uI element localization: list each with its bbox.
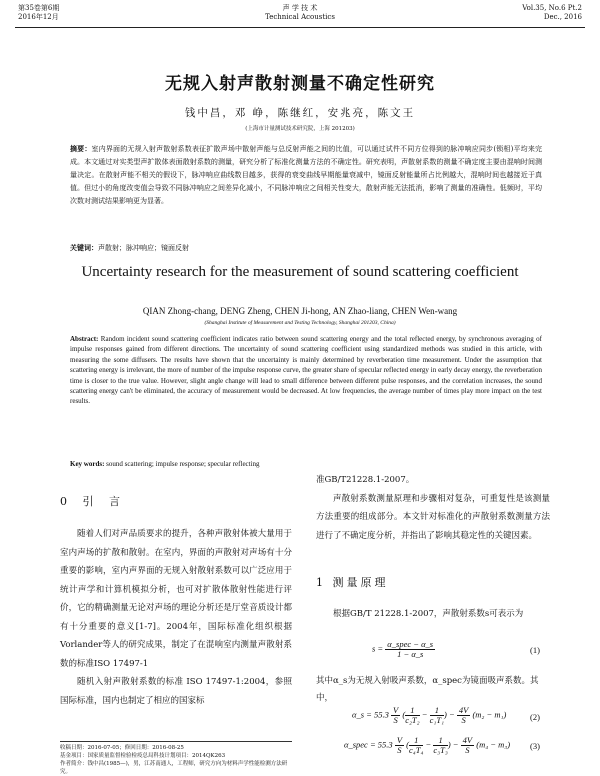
intro-paragraph-1: 随着人们对声品质要求的提升，各种声散射体被大量用于室内声场的扩散和散射。在室内，界面的声散射对声场有十分重要的影响，室内声界面的无规入射散射系数可以广泛应用于统计声学和计算机模拟分析，也可对扩散体散射性能进行评价，它的精确测量无论对声场的理论分析还是厅堂音质设计都有十分重要的意义[1-7]。2004年，国际标准化组织根据Vorlander等人的研究成果，制定了在混响室内测量声散射系数的标准ISO 17497-1 xyxy=(60,529,292,669)
section-1-heading: 1 测量原理 xyxy=(316,576,389,589)
header-right xyxy=(522,4,582,22)
equation-3-number: (3) xyxy=(530,741,540,751)
en-keywords-label: Key words: xyxy=(70,460,105,468)
header-rule xyxy=(15,27,585,28)
en-abstract xyxy=(70,334,542,407)
cn-title: 无规入射声散射测量不确定性研究 xyxy=(165,74,435,94)
cn-keywords-text: 声散射；脉冲响应；镜面反射 xyxy=(98,244,189,252)
header-volume-en: Vol.35, No.6 Pt.2 xyxy=(522,4,582,12)
intro-left-column xyxy=(60,525,292,710)
cn-keywords xyxy=(70,242,542,254)
en-authors: QIAN Zhong-chang, DENG Zheng, CHEN Ji-hong, AN Zhao-liang, CHEN Wen-wang xyxy=(142,306,458,316)
eq3-term-2: $\frac{1}{\text{c₃T₃}}$ xyxy=(433,735,448,755)
intro-right-column xyxy=(316,471,550,545)
running-header xyxy=(0,4,600,28)
header-date-en: Dec., 2016 xyxy=(543,13,582,21)
eq3-rhs: (m₄ − m₃) xyxy=(476,739,511,750)
equation-1 xyxy=(372,640,435,659)
equation-2: α_s = 55.3 $\frac{V}{S}$ ( $\frac{1}{\text{c₂T₂}}$ − $\frac{1}{\text{c₁T₁}}$ ) − $\frac{4V}{S}$ (m₂ − m₁) xyxy=(352,705,507,725)
eq3-lhs: α_spec = 55.3 xyxy=(344,739,393,750)
en-keywords xyxy=(70,459,542,469)
eq3-term-1: $\frac{1}{\text{c₄T₄}}$ xyxy=(408,735,424,755)
eq2-lhs: α_s = 55.3 xyxy=(352,709,389,720)
journal-name-en: Technical Acoustics xyxy=(265,13,335,21)
intro-paragraph-2: 随机入射声散射系数的标准 ISO 17497-1:2004，参照国际标准，国内也制定了相应的国家标 xyxy=(60,677,292,706)
eq1-fraction xyxy=(385,640,435,659)
intro-heading: 0 引 言 xyxy=(60,495,126,508)
footnote-author: 作者简介：钱中昌(1985—)，男，江苏南通人，工程师，研究方向为材料声学性能检测方法研究。 xyxy=(60,761,288,775)
intro-standard-line: 准GB/T21228.1-2007。 xyxy=(316,475,415,485)
footnote-rule xyxy=(60,741,292,742)
eq1-numerator: α_spec − α_s xyxy=(387,639,434,649)
section-1-paragraph: 根据GB/T 21228.1-2007，声散射系数s可表示为 xyxy=(333,609,524,619)
intro-right-paragraph: 声散射系数测量原理和步骤相对复杂，可重复性是该测量方法重要的组成部分。本文针对标准化的声散射系数测量方法进行了不确定度分析，并指出了影响其稳定性的关键因素。 xyxy=(316,493,550,541)
eq3-v-over-s: $\frac{V}{S}$ xyxy=(396,735,403,755)
section-1-after-eq1: 其中α_s为无规入射吸声系数，α_spec为镜面吸声系数。其中， xyxy=(316,676,539,703)
header-date: 2016年12月 xyxy=(18,13,59,21)
en-keywords-text: sound scattering; impulse response; specular reflecting xyxy=(106,460,260,468)
header-volume: 第35卷第6期 xyxy=(18,4,60,12)
journal-name: 声 学 技 术 xyxy=(282,4,318,12)
cn-abstract xyxy=(70,142,542,208)
eq2-term-1: $\frac{1}{\text{c₂T₂}}$ xyxy=(405,705,420,725)
header-center xyxy=(0,4,600,22)
equation-3: α_spec = 55.3 $\frac{V}{S}$ ( $\frac{1}{\text{c₄T₄}}$ − $\frac{1}{\text{c₃T₃}}$ ) − $\frac{4V}{S}$ (m₄ − m₃) xyxy=(344,735,511,755)
equation-2-number: (2) xyxy=(530,712,540,722)
footnote xyxy=(60,744,296,776)
en-abstract-text: Random incident sound scattering coefficient indicates ratio between sound scattering energy and the total reflected energy, by synchronous averaging of impulse responses gained from different directions. The uncertainty of sound scattering coefficient using standardized methods was studied in this article, with measuring the some diffusers. The results have shown that the uncertainty is mainly determined by reverberation time measurement. Under the assumption that scattering energy is irrelevant, the more of number of the impulse response curve, the greater share of specular reflected energy in early decay energy, the reverberation time is closer to the true value. However, slight angle change will lead to small difference between different pulse responses, and the correlation increases, the sound scattering energy can't be eliminated, the accuracy of measurement would be decreased. At low frequencies, the average number of times play more impact on the test results. xyxy=(70,335,542,406)
footnote-received: 收稿日期：2016-07-05；修回日期：2016-08-25 xyxy=(60,745,184,751)
equation-1-number: (1) xyxy=(530,645,540,655)
eq1-denominator: 1 − α_s xyxy=(397,649,424,659)
cn-abstract-text: 室内界面的无规入射声散射系数表征扩散声场中散射声能与总反射声能之间的比值，可以通过试件不同方位得到的脉冲响应同步(锁相)平均来完成。本文通过对实类型声扩散体表面散射系数的测量，研究分析了标准化测量方法的不确定性。研究表明，声散射系数的测量不确定度主要由混响时间测量决定。在散射声能不相关的假设下，脉冲响应曲线数目越多，获得的衰变曲线早期能量衰减中，镜面反射能量所占比例越大，混响时间也越接近于真值。但过小的角度改变值会导致不同脉冲响应之间差异化减小，不同脉冲响应之间相关性变大，散射声能无法抵消，影响了测量的准确性。低频时，平均次数对测试结果影响更为显著。 xyxy=(70,145,542,205)
eq2-air-term: $\frac{4V}{S}$ xyxy=(458,705,469,725)
eq3-air-term: $\frac{4V}{S}$ xyxy=(462,735,473,755)
cn-keywords-label: 关键词： xyxy=(70,243,98,252)
en-affiliation: (Shanghai Institute of Measurement and Testing Technology, Shanghai 201203, China) xyxy=(204,320,396,326)
en-title: Uncertainty research for the measurement of sound scattering coefficient xyxy=(81,264,519,280)
eq2-v-over-s: $\frac{V}{S}$ xyxy=(393,705,399,725)
eq2-term-2: $\frac{1}{\text{c₁T₁}}$ xyxy=(429,705,445,725)
cn-affiliation: (上海市计量测试技术研究院，上海 201203) xyxy=(245,126,355,132)
eq1-lhs: s = xyxy=(372,643,384,654)
footnote-funding: 基金项目：国家质量监督检验检疫总局科技计划项目：2014QK263 xyxy=(60,753,226,759)
cn-authors: 钱中昌，邓 峥，陈继红，安兆亮，陈文王 xyxy=(184,107,416,119)
en-abstract-label: Abstract: xyxy=(70,335,99,343)
cn-abstract-label: 摘要： xyxy=(70,144,92,153)
eq2-rhs: (m₂ − m₁) xyxy=(472,709,507,720)
